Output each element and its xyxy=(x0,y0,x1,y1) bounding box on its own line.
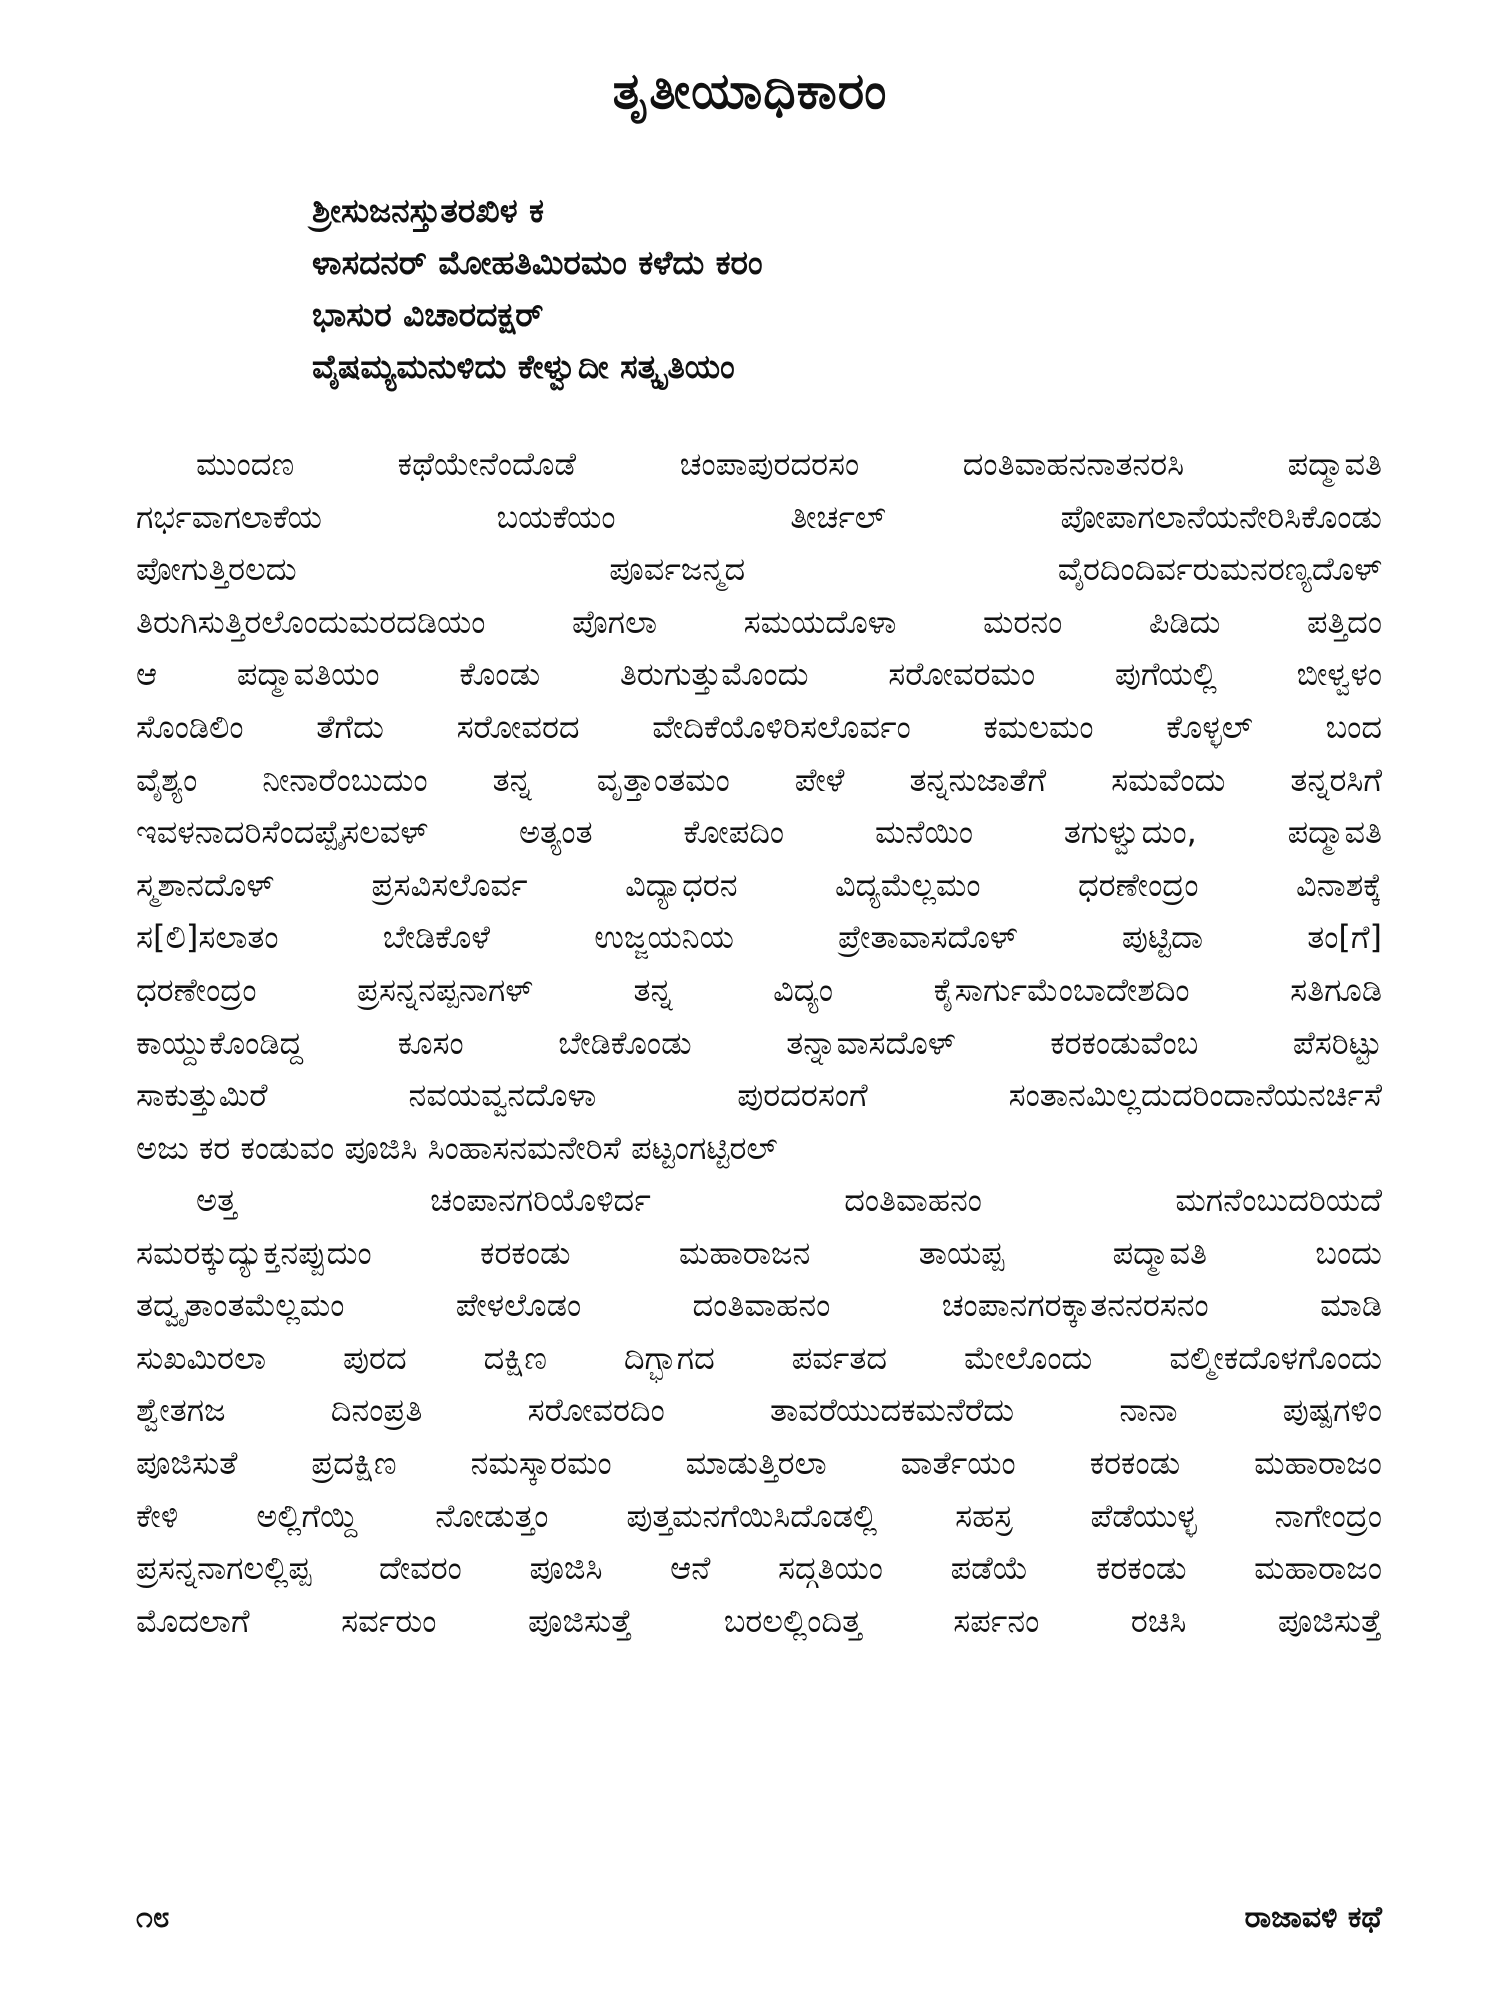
paragraph-line: ಧರಣೇಂದ್ರಂ ಪ್ರಸನ್ನನಪ್ಪನಾಗಳ್ ತನ್ನ ವಿದ್ಯಂ ಕೈಸಾರ್ಗುಮೆಂಬಾದೇಶದಿಂ ಸತಿಗೂಡಿ xyxy=(136,970,1382,1009)
verse-line: ವೈಷಮ್ಯಮನುಳಿದು ಕೇಳ್ವುದೀ ಸತ್ಕೃತಿಯಂ xyxy=(312,347,735,386)
verse-block xyxy=(312,185,1312,393)
paragraph-line: ತಿರುಗಿಸುತ್ತಿರಲೊಂದುಮರದಡಿಯಂ ಪೊಗಲಾ ಸಮಯದೊಳಾ ಮರನಂ ಪಿಡಿದು ಪತ್ತಿದಂ xyxy=(136,602,1382,641)
running-footer-title: ರಾಜಾವಳಿ ಕಥೆ xyxy=(1244,1900,1382,1935)
paragraph-line: ಸ[ಲಿ]ಸಲಾತಂ ಬೇಡಿಕೊಳೆ ಉಜ್ಜಯನಿಯ ಪ್ರೇತಾವಾಸದೊಳ್ ಪುಟ್ಟಿದಾ ತಂ[ಗೆ] xyxy=(136,918,1382,957)
paragraph-line: ಅತ್ತ ಚಂಪಾನಗರಿಯೊಳಿರ್ದ ದಂತಿವಾಹನಂ ಮಗನೆಂಬುದರಿಯದೆ xyxy=(196,1181,1382,1219)
paragraph-line: ಪೂಜಿಸುತೆ ಪ್ರದಕ್ಷಿಣ ನಮಸ್ಕಾರಮಂ ಮಾಡುತ್ತಿರಲಾ ವಾರ್ತೆಯಂ ಕರಕಂಡು ಮಹಾರಾಜಂ xyxy=(136,1443,1382,1482)
paragraph-line: ಆ ಪದ್ಮಾವತಿಯಂ ಕೊಂಡು ತಿರುಗುತ್ತುಮೊಂದು ಸರೋವರಮಂ ಪುಗೆಯಲ್ಲಿ ಬೀಳ್ವಳಂ xyxy=(136,655,1382,694)
paragraph-line: ಕೇಳಿ ಅಲ್ಲಿಗೆಯ್ದಿ ನೋಡುತ್ತಂ ಪುತ್ತಮನಗೆಯಿಸಿದೊಡಲ್ಲಿ ಸಹಸ್ರ ಪೆಡೆಯುಳ್ಳ ನಾಗೇಂದ್ರಂ xyxy=(136,1496,1382,1535)
paragraph-line: ಗರ್ಭವಾಗಲಾಕೆಯ ಬಯಕೆಯಂ ತೀರ್ಚಲ್ ಪೋಪಾಗಲಾನೆಯನೇರಿಸಿಕೊಂಡು xyxy=(136,497,1382,536)
verse-line: ಳಾಸದನರ್ ಮೋಹತಿಮಿರಮಂ ಕಳೆದು ಕರಂ xyxy=(312,243,763,282)
paragraph-line: ಪೋಗುತ್ತಿರಲದು ಪೂರ್ವಜನ್ಮದ ವೈರದಿಂದಿರ್ವರುಮನರಣ್ಯದೊಳ್ xyxy=(136,550,1382,589)
paragraph-1 xyxy=(136,438,1382,1174)
paragraph-line: ಅಜು ಕರ ಕಂಡುವಂ ಪೂಜಿಸಿ ಸಿಂಹಾಸನಮನೇರಿಸೆ ಪಟ್ಟಂಗಟ್ಟಿರಲ್ xyxy=(136,1128,778,1167)
paragraph-line: ಸಮರಕ್ಕುದ್ಯುಕ್ತನಪ್ಪುದುಂ ಕರಕಂಡು ಮಹಾರಾಜನ ತಾಯಪ್ಪ ಪದ್ಮಾವತಿ ಬಂದು xyxy=(136,1233,1382,1272)
paragraph-line: ಪ್ರಸನ್ನನಾಗಲಲ್ಲಿಪ್ಪ ದೇವರಂ ಪೂಜಿಸಿ ಆನೆ ಸದ್ಗತಿಯಂ ಪಡೆಯೆ ಕರಕಂಡು ಮಹಾರಾಜಂ xyxy=(136,1549,1382,1588)
verse-line: ಶ್ರೀಸುಜನಸ್ತುತರಖಿಳ ಕ xyxy=(312,191,544,230)
paragraph-line: ವೈಶ್ಯಂ ನೀನಾರೆಂಬುದುಂ ತನ್ನ ವೃತ್ತಾಂತಮಂ ಪೇಳೆ ತನ್ನನುಜಾತೆಗೆ ಸಮವೆಂದು ತನ್ನರಸಿಗೆ xyxy=(136,760,1382,799)
paragraph-line: ಮುಂದಣ ಕಥೆಯೇನೆಂದೊಡೆ ಚಂಪಾಪುರದರಸಂ ದಂತಿವಾಹನನಾತನರಸಿ ಪದ್ಮಾವತಿ xyxy=(196,445,1382,483)
page-number: ೧೮ xyxy=(136,1900,170,1935)
chapter-title: ತೃತೀಯಾಧಿಕಾರಂ xyxy=(612,62,888,120)
verse-line: ಭಾಸುರ ವಿಚಾರದಕ್ಷರ್ xyxy=(312,295,544,334)
paragraph-line: ತದ್ವೃತಾಂತಮೆಲ್ಲಮಂ ಪೇಳಲೊಡಂ ದಂತಿವಾಹನಂ ಚಂಪಾನಗರಕ್ಕಾತನನರಸನಂ ಮಾಡಿ xyxy=(136,1286,1382,1325)
paragraph-line: ಸುಖಮಿರಲಾ ಪುರದ ದಕ್ಷಿಣ ದಿಗ್ಭಾಗದ ಪರ್ವತದ ಮೇಲೊಂದು ವಲ್ಮೀಕದೊಳಗೊಂದು xyxy=(136,1338,1382,1377)
paragraph-line: ಸಾಕುತ್ತುಮಿರೆ ನವಯವ್ವನದೊಳಾ ಪುರದರಸಂಗೆ ಸಂತಾನಮಿಲ್ಲದುದರಿಂದಾನೆಯನರ್ಚಿಸೆ xyxy=(136,1076,1382,1115)
paragraph-line: ಇವಳನಾದರಿಸೆಂದಪ್ಪೈಸಲವಳ್ ಅತ್ಯಂತ ಕೋಪದಿಂ ಮನೆಯಿಂ ತಗುಳ್ವುದುಂ, ಪದ್ಮಾವತಿ xyxy=(136,813,1382,852)
paragraph-line: ಸ್ಮಶಾನದೊಳ್ ಪ್ರಸವಿಸಲೊರ್ವ ವಿದ್ಯಾಧರನ ವಿದ್ಯಮೆಲ್ಲಮಂ ಧರಣೇಂದ್ರಂ ವಿನಾಶಕ್ಕೆ xyxy=(136,865,1382,904)
paragraph-line: ಮೊದಲಾಗೆ ಸರ್ವರುಂ ಪೂಜಿಸುತ್ತೆ ಬರಲಲ್ಲಿಂದಿತ್ತ ಸರ್ಪನಂ ರಚಿಸಿ ಪೂಜಿಸುತ್ತೆ xyxy=(136,1601,1382,1640)
paragraph-line: ಶ್ವೇತಗಜ ದಿನಂಪ್ರತಿ ಸರೋವರದಿಂ ತಾವರೆಯುದಕಮನೆರೆದು ನಾನಾ ಪುಷ್ಪಗಳಿಂ xyxy=(136,1391,1382,1430)
paragraph-2 xyxy=(136,1174,1382,1647)
paragraph-line: ಕಾಯ್ದುಕೊಂಡಿದ್ದ ಕೂಸಂ ಬೇಡಿಕೊಂಡು ತನ್ನಾವಾಸದೊಳ್ ಕರಕಂಡುವೆಂಬ ಪೆಸರಿಟ್ಟು xyxy=(136,1023,1382,1062)
paragraph-line: ಸೊಂಡಿಲಿಂ ತೆಗೆದು ಸರೋವರದ ವೇದಿಕೆಯೊಳಿರಿಸಲೊರ್ವಂ ಕಮಲಮಂ ಕೊಳ್ಳಲ್ ಬಂದ xyxy=(136,707,1382,746)
